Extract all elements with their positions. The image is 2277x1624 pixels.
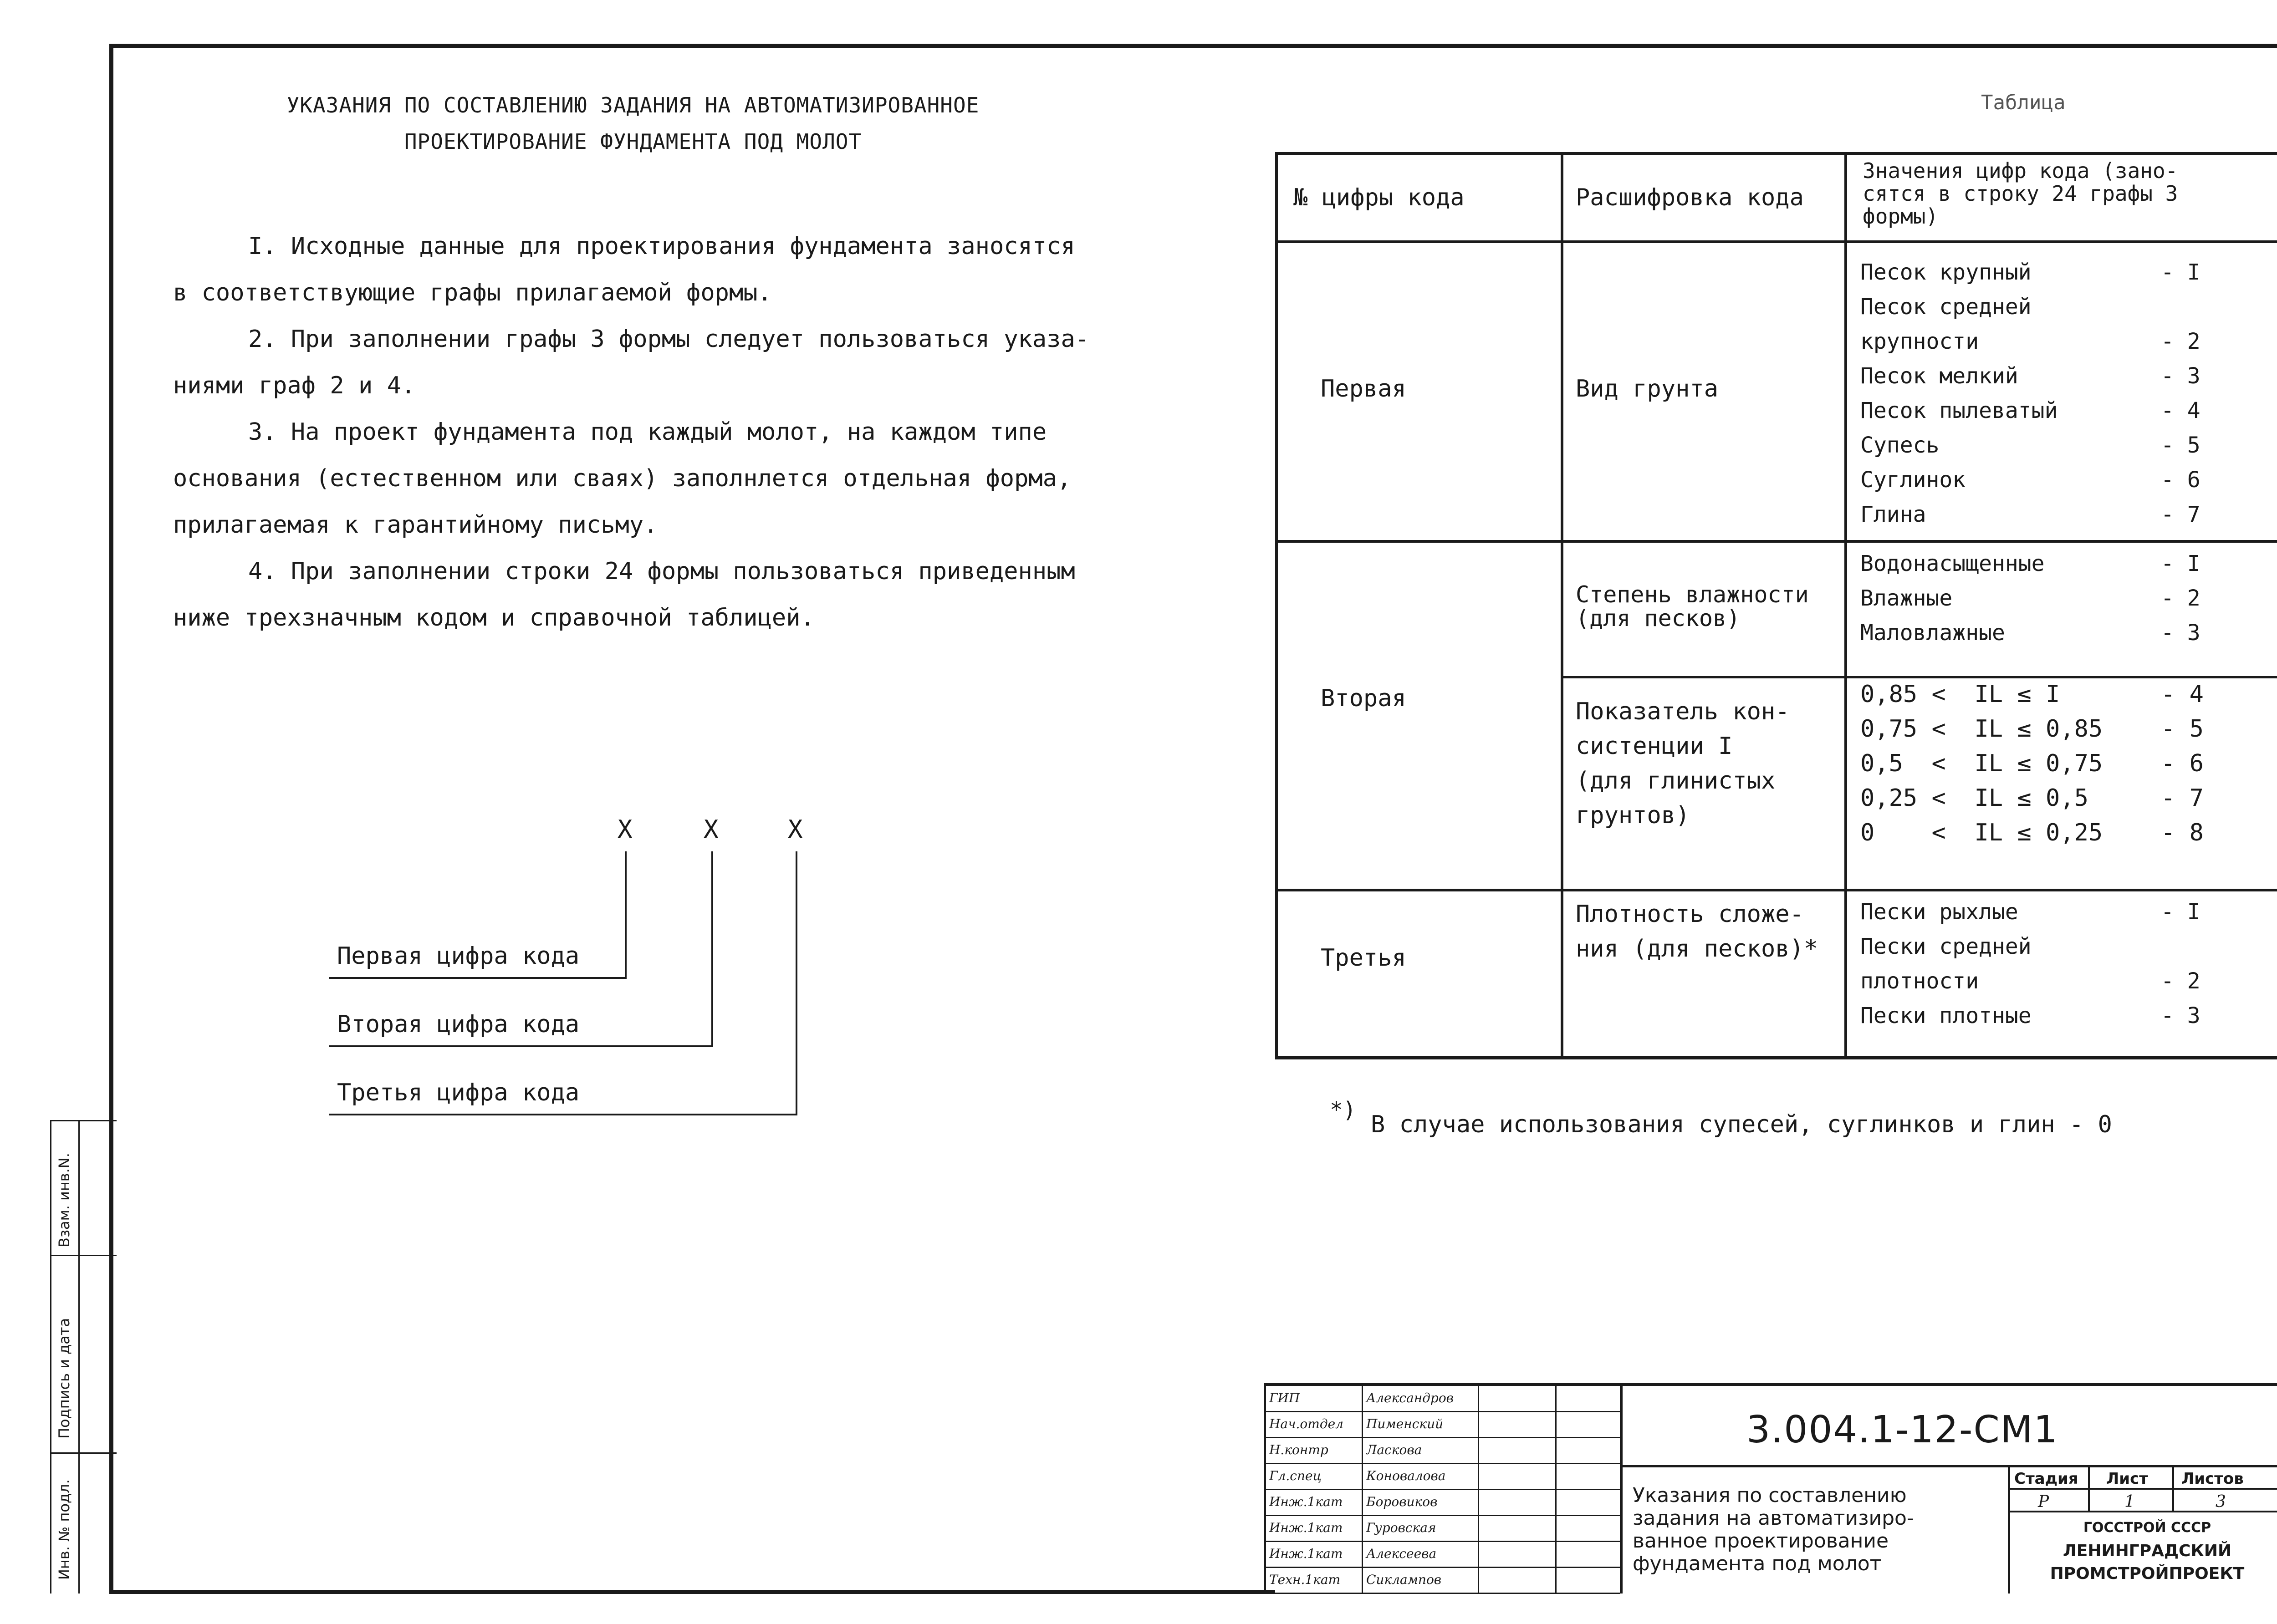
- code-value-row: [1860, 819, 2270, 846]
- stage-value: Р: [2038, 1492, 2049, 1511]
- instruction-2-line1: 2. При заполнении графы 3 формы следует пользоваться указа-: [248, 326, 1090, 353]
- side-stamp-vzam: Взам. инв.N.: [56, 1153, 73, 1247]
- instruction-4-line1: 4. При заполнении строки 24 формы пользоваться приведенным: [248, 558, 1075, 585]
- tb-rule-code: [1620, 1465, 2277, 1467]
- row-second-desc-a-line2: (для песков): [1576, 605, 1741, 631]
- code-value-label: Влажные: [1860, 585, 1953, 611]
- page-title-line1: УКАЗАНИЯ ПО СОСТАВЛЕНИЮ ЗАДАНИЯ НА АВТОМАТИЗИРОВАННОЕ: [286, 93, 980, 117]
- footnote-mark: *): [1330, 1097, 1356, 1123]
- signature-row-rule: [1264, 1489, 1620, 1490]
- signature-row-rule: [1264, 1541, 1620, 1542]
- side-stamp-rule-1: [50, 1255, 117, 1256]
- code-value-label: плотности: [1860, 968, 1979, 994]
- code-value-number: - 4: [2161, 398, 2200, 423]
- code-value-number: - I: [2161, 551, 2200, 576]
- row-second-desc-a-line1: Степень влажности: [1576, 581, 1809, 608]
- code-value-row: [1860, 363, 2270, 389]
- frame-top-border: [109, 44, 2277, 48]
- code-value-number: - 7: [2161, 784, 2204, 812]
- signature-row-rule: [1264, 1593, 1620, 1594]
- code-value-label: Водонасыщенные: [1860, 551, 2045, 576]
- table-header-col3-line3: формы): [1863, 204, 1939, 229]
- table-rule-col2: [1561, 152, 1563, 1059]
- code-value-label: Суглинок: [1860, 467, 1966, 493]
- code-value-row: [1860, 899, 2270, 925]
- table-rule-col3: [1844, 152, 1847, 1059]
- table-header-col2: Расшифровка кода: [1576, 184, 1804, 211]
- signature-row-rule: [1264, 1515, 1620, 1516]
- code-value-label: Пески средней: [1860, 934, 2032, 959]
- signature-name: Сиклампов: [1366, 1572, 1442, 1587]
- code-value-label: Пески плотные: [1860, 1003, 2032, 1028]
- code-value-number: - 5: [2161, 715, 2204, 743]
- signature-role: Гл.спец: [1269, 1468, 1322, 1483]
- code-digit-2: X: [704, 815, 719, 844]
- code-value-label: 0 < IL ≤ 0,25: [1860, 819, 2103, 846]
- code-value-label: Пески рыхлые: [1860, 899, 2018, 925]
- code-leader-2-vertical: [711, 851, 713, 1047]
- code-value-row: [1860, 260, 2270, 285]
- signature-row-rule: [1264, 1567, 1620, 1568]
- instruction-2-line2: ниями граф 2 и 4.: [173, 372, 416, 399]
- side-stamp-rule-2: [50, 1452, 117, 1454]
- signature-row-rule: [1264, 1463, 1620, 1464]
- code-value-number: - 5: [2161, 433, 2200, 458]
- code-value-label: Песок крупный: [1860, 260, 2032, 285]
- reference-table: [1275, 150, 2277, 1061]
- tb-rule-stage-hdr: [2008, 1488, 2277, 1490]
- code-value-label: Песок пылеватый: [1860, 398, 2058, 423]
- row-third-desc: [1576, 897, 1818, 966]
- code-label-first: Первая цифра кода: [337, 942, 580, 970]
- org-name-line2: ПРОМСТРОЙПРОЕКТ: [2050, 1564, 2245, 1583]
- signature-role: Инж.1кат: [1269, 1520, 1343, 1535]
- document-description-line1: Указания по составлению: [1633, 1484, 1907, 1507]
- signature-row-rule: [1264, 1411, 1620, 1412]
- tb-rule-sig1: [1362, 1383, 1363, 1593]
- signature-name: Пименский: [1366, 1416, 1444, 1431]
- code-value-label: 0,25 < IL ≤ 0,5: [1860, 784, 2088, 812]
- code-leader-3-horizontal: [329, 1114, 797, 1115]
- code-value-row: [1860, 784, 2270, 812]
- table-caption: Таблица: [1981, 91, 2066, 114]
- row-second-desc-b: [1576, 694, 1790, 833]
- sheet-value: 1: [2124, 1492, 2135, 1511]
- signature-role: ГИП: [1269, 1390, 1300, 1405]
- tb-rule-sheet: [2088, 1465, 2090, 1512]
- signature-name: Ласкова: [1366, 1442, 1422, 1457]
- row-third-name: Третья: [1321, 944, 1406, 972]
- code-value-label: Песок мелкий: [1860, 363, 2018, 389]
- code-value-row: [1860, 1003, 2270, 1028]
- signature-role: Нач.отдел: [1269, 1416, 1343, 1431]
- row-second-desc-b-line3: (для глинистых: [1576, 767, 1776, 794]
- table-rule-left: [1275, 152, 1278, 1059]
- code-value-row: [1860, 502, 2270, 527]
- tb-rule-main: [1620, 1383, 1623, 1593]
- code-value-row: [1860, 620, 2270, 646]
- side-stamp: [50, 1120, 117, 1593]
- code-value-row: [1860, 715, 2270, 743]
- signature-role: Н.контр: [1269, 1442, 1328, 1457]
- table-rule-second-split: [1561, 676, 2277, 678]
- page-title-line2: ПРОЕКТИРОВАНИЕ ФУНДАМЕНТА ПОД МОЛОТ: [404, 129, 862, 154]
- table-rule-first: [1275, 540, 2277, 543]
- table-rule-top: [1275, 152, 2277, 155]
- row-third-desc-line1: Плотность сложе-: [1576, 901, 1804, 928]
- code-value-row: [1860, 934, 2270, 959]
- table-rule-bottom: [1275, 1056, 2277, 1059]
- code-value-row: [1860, 329, 2270, 354]
- row-second-desc-b-line1: Показатель кон-: [1576, 698, 1790, 725]
- side-stamp-mid-rule: [78, 1120, 80, 1593]
- code-value-number: - 7: [2161, 502, 2200, 527]
- instruction-1-line1: I. Исходные данные для проектирования фундамента заносятся: [248, 233, 1075, 260]
- code-leader-1-horizontal: [329, 977, 627, 979]
- code-value-number: - 3: [2161, 363, 2200, 389]
- document-description: [1633, 1484, 1914, 1575]
- code-value-row: [1860, 750, 2270, 777]
- code-label-second: Вторая цифра кода: [337, 1011, 580, 1038]
- code-value-row: [1860, 681, 2270, 708]
- instruction-1-line2: в соответствующие графы прилагаемой формы.: [173, 279, 772, 306]
- code-digit-1: X: [618, 815, 633, 844]
- code-value-row: [1860, 294, 2270, 320]
- code-leader-3-vertical: [796, 851, 797, 1115]
- instruction-4-line2: ниже трехзначным кодом и справочной таблицей.: [173, 604, 815, 631]
- code-leader-1-vertical: [625, 851, 627, 979]
- document-description-line3: ванное проектирование: [1633, 1529, 1889, 1553]
- code-value-label: 0,5 < IL ≤ 0,75: [1860, 750, 2103, 777]
- code-value-label: Песок средней: [1860, 294, 2032, 320]
- code-value-label: Глина: [1860, 502, 1926, 527]
- frame-bottom-border: [109, 1590, 1275, 1594]
- signature-role: Техн.1кат: [1269, 1572, 1341, 1587]
- tb-rule-stage: [2008, 1465, 2010, 1593]
- table-header-col3: [1863, 159, 2178, 228]
- code-value-row: [1860, 433, 2270, 458]
- code-value-number: - I: [2161, 260, 2200, 285]
- code-value-row: [1860, 398, 2270, 423]
- tb-rule-top: [1264, 1383, 2277, 1386]
- sheets-header: Листов: [2181, 1470, 2244, 1488]
- signature-row-rule: [1264, 1437, 1620, 1438]
- row-second-name: Вторая: [1321, 685, 1406, 712]
- code-digit-3: X: [788, 815, 803, 844]
- side-stamp-left-rule: [50, 1120, 51, 1593]
- side-stamp-inv-podl: Инв. № подл.: [56, 1479, 73, 1580]
- row-third-desc-line2: ния (для песков)*: [1576, 935, 1818, 962]
- code-value-row: [1860, 551, 2270, 576]
- table-header-col3-line1: Значения цифр кода (зано-: [1863, 158, 2178, 183]
- instructions: [173, 223, 1129, 641]
- code-leader-2-horizontal: [329, 1045, 713, 1047]
- sheet-header: Лист: [2106, 1470, 2148, 1488]
- document-code: 3.004.1-12-СМ1: [1746, 1408, 2058, 1451]
- code-value-label: 0,85 < IL ≤ I: [1860, 681, 2060, 708]
- code-value-number: - 2: [2161, 329, 2200, 354]
- code-value-row: [1860, 467, 2270, 493]
- signature-role: Инж.1кат: [1269, 1494, 1343, 1509]
- row-first-name: Первая: [1321, 375, 1406, 402]
- table-header-col3-line2: сятся в строку 24 графы 3: [1863, 181, 2178, 206]
- code-value-label: Маловлажные: [1860, 620, 2005, 646]
- row-first-desc: Вид грунта: [1576, 375, 1719, 402]
- stage-header: Стадия: [2014, 1470, 2078, 1488]
- document-description-line4: фундамента под молот: [1633, 1552, 1882, 1575]
- code-value-number: - 2: [2161, 585, 2200, 611]
- code-value-label: Супесь: [1860, 433, 1940, 458]
- tb-rule-sig2: [1478, 1383, 1479, 1593]
- signature-name: Алексеева: [1366, 1546, 1437, 1561]
- signature-name: Гуровская: [1366, 1520, 1436, 1535]
- code-value-number: - 3: [2161, 620, 2200, 646]
- signature-name: Коновалова: [1366, 1468, 1446, 1483]
- footnote-text: В случае использования супесей, суглинков и глин - 0: [1371, 1111, 2112, 1138]
- table-header-col1: № цифры кода: [1293, 184, 1465, 211]
- table-rule-header: [1275, 240, 2277, 243]
- row-second-desc-b-line4: грунтов): [1576, 802, 1690, 829]
- code-value-row: [1860, 968, 2270, 994]
- code-value-number: - 6: [2161, 750, 2204, 777]
- code-value-row: [1860, 585, 2270, 611]
- code-value-number: - 3: [2161, 1003, 2200, 1028]
- tb-rule-sig3: [1555, 1383, 1557, 1593]
- instruction-3-line1: 3. На проект фундамента под каждый молот, на каждом типе: [248, 418, 1047, 446]
- code-label-third: Третья цифра кода: [337, 1079, 580, 1106]
- table-rule-second: [1275, 889, 2277, 891]
- document-description-line2: задания на автоматизиро-: [1633, 1507, 1914, 1530]
- row-second-desc-b-line2: систенции I: [1576, 733, 1733, 760]
- tb-rule-left: [1264, 1383, 1266, 1593]
- code-value-number: - I: [2161, 899, 2200, 925]
- instruction-3-line2: основания (естественном или сваях) заполнлется отдельная форма,: [173, 465, 1072, 492]
- code-value-label: крупности: [1860, 329, 1979, 354]
- signature-role: Инж.1кат: [1269, 1546, 1343, 1561]
- sheets-value: 3: [2216, 1492, 2226, 1511]
- signature-name: Боровиков: [1366, 1494, 1438, 1509]
- instruction-3-line3: прилагаемая к гарантийному письму.: [173, 511, 658, 539]
- tb-rule-sheets: [2172, 1465, 2174, 1512]
- org-name-line1: ЛЕНИНГРАДСКИЙ: [2063, 1542, 2232, 1560]
- code-value-number: - 4: [2161, 681, 2204, 708]
- code-value-number: - 6: [2161, 467, 2200, 493]
- side-stamp-top-rule: [50, 1120, 117, 1121]
- code-value-number: - 2: [2161, 968, 2200, 994]
- code-value-number: - 8: [2161, 819, 2204, 846]
- org-ministry: ГОССТРОЙ СССР: [2083, 1520, 2211, 1536]
- side-stamp-podpis: Подпись и дата: [56, 1318, 73, 1439]
- signature-name: Александров: [1366, 1390, 1454, 1405]
- title-block: [1264, 1383, 2277, 1593]
- row-second-desc-a: [1576, 583, 1809, 630]
- code-value-label: 0,75 < IL ≤ 0,85: [1860, 715, 2103, 743]
